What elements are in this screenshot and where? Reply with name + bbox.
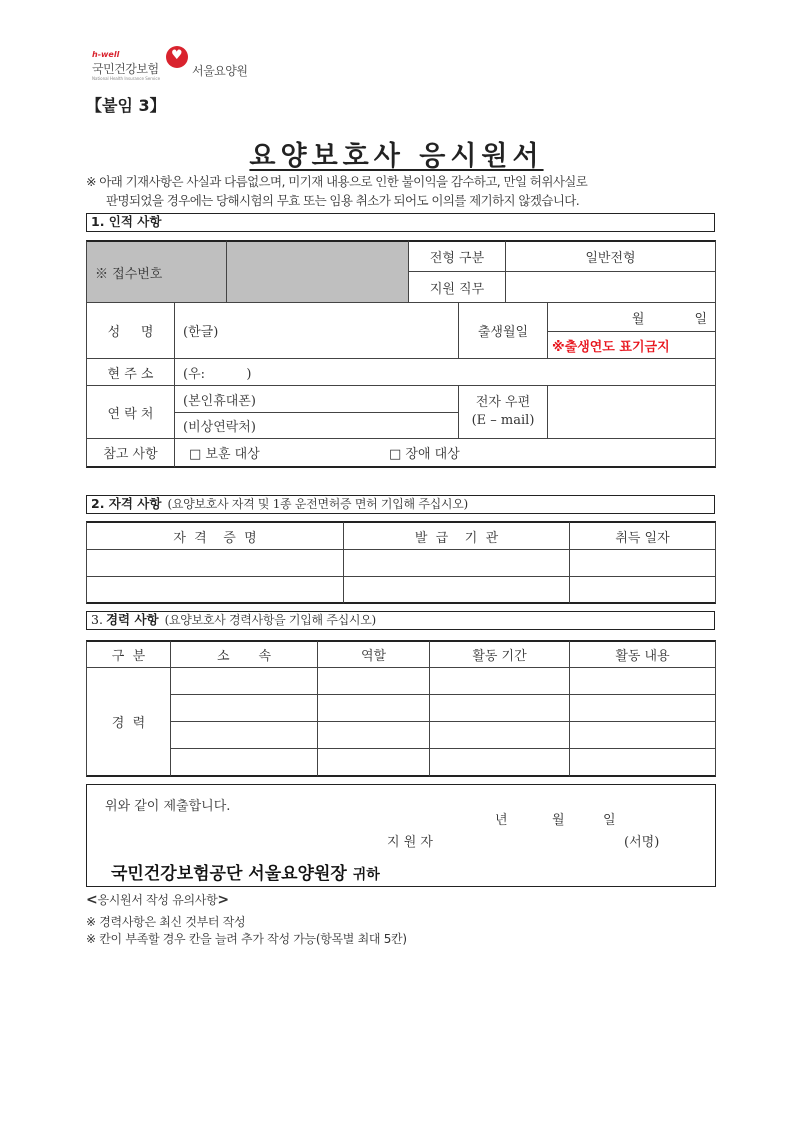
applicant-label: 지 원 자 <box>387 835 433 850</box>
signature-field[interactable]: (서명) <box>624 835 660 850</box>
contact-label: 연 락 처 <box>86 385 175 439</box>
email-label-korean: 전자 우편 <box>475 395 531 410</box>
birth-month-label: 월 <box>631 311 645 327</box>
job-field[interactable] <box>505 271 716 303</box>
section-3-heading: 3. 경력 사항 (요양보호사 경력사항을 기입해 주십시오) <box>86 611 715 630</box>
col-acquired-date: 취득 일자 <box>569 521 716 550</box>
birth-year-warning: ※출생연도 표기금지 <box>547 331 716 359</box>
cert-name-cell[interactable] <box>86 549 344 577</box>
activity-cell[interactable] <box>569 721 716 749</box>
email-label <box>458 385 548 439</box>
activity-cell[interactable] <box>569 748 716 777</box>
veteran-checkbox[interactable]: □ 보훈 대상 <box>189 447 260 462</box>
period-cell[interactable] <box>429 748 570 777</box>
birth-day-label: 일 <box>694 311 707 327</box>
receipt-number-field <box>226 240 409 303</box>
col-category: 구 분 <box>86 640 171 668</box>
exam-type-label: 전형 구분 <box>408 240 506 272</box>
nhis-logo <box>86 44 266 86</box>
receipt-number-label: ※ 접수번호 <box>86 240 227 303</box>
col-issuer: 발 급 기 관 <box>343 521 570 550</box>
addressee: 국민건강보험공단 서울요양원장 귀하 <box>111 864 380 884</box>
email-field[interactable] <box>547 385 716 439</box>
address-label: 현 주 소 <box>86 358 175 386</box>
col-activity: 활동 내용 <box>569 640 716 668</box>
notes-title: <응시원서 작성 유의사항> <box>86 892 229 908</box>
acquired-date-cell[interactable] <box>569 549 716 577</box>
email-label-english: (E – mail) <box>471 413 535 428</box>
logo-branch: 서울요양원 <box>192 64 248 78</box>
date-year-label: 년 <box>495 813 508 828</box>
logo-org-subtitle: National Health Insurance Service <box>92 76 161 81</box>
career-group-label: 경 력 <box>86 667 171 777</box>
attachment-label: 【붙임 3】 <box>86 96 166 115</box>
birth-field[interactable] <box>547 302 716 332</box>
job-label: 지원 직무 <box>408 271 506 303</box>
section-2-heading: 2. 자격 사항 (요양보호사 자격 및 1종 운전면허증 면허 기입해 주십시오) <box>86 495 715 514</box>
reference-label: 참고 사항 <box>86 438 175 468</box>
activity-cell[interactable] <box>569 667 716 695</box>
affiliation-cell[interactable] <box>170 748 318 777</box>
date-month-label: 월 <box>552 813 565 828</box>
exam-type-value[interactable]: 일반전형 <box>505 240 716 272</box>
col-role: 역할 <box>317 640 430 668</box>
notice-line-2: 판명되었을 경우에는 당해시험의 무효 또는 임용 취소가 되어도 이의를 제기하지 않겠습니다. <box>106 193 580 208</box>
name-label: 성 명 <box>86 302 175 359</box>
role-cell[interactable] <box>317 748 430 777</box>
disability-checkbox[interactable]: □ 장애 대상 <box>389 447 460 462</box>
affiliation-cell[interactable] <box>170 694 318 722</box>
submission-statement: 위와 같이 제출합니다. <box>105 799 231 814</box>
role-cell[interactable] <box>317 694 430 722</box>
period-cell[interactable] <box>429 694 570 722</box>
activity-cell[interactable] <box>569 694 716 722</box>
role-cell[interactable] <box>317 721 430 749</box>
page-title: 요양보호사 응시원서 <box>249 141 544 172</box>
col-affiliation: 소 속 <box>170 640 318 668</box>
role-cell[interactable] <box>317 667 430 695</box>
period-cell[interactable] <box>429 667 570 695</box>
cert-name-cell[interactable] <box>86 576 344 604</box>
note-item: ※ 경력사항은 최신 것부터 작성 <box>86 915 246 929</box>
signature-box <box>86 784 716 887</box>
logo-org-name: 국민건강보험 <box>92 62 159 76</box>
logo-tagline: h-well <box>92 50 120 59</box>
notice-line-1: ※ 아래 기재사항은 사실과 다름없으며, 미기재 내용으로 인한 불이익을 감수하고, 만일 허위사실로 <box>86 174 588 189</box>
name-field[interactable]: (한글) <box>174 302 459 359</box>
heart-icon <box>166 46 188 68</box>
col-cert-name: 자 격 증 명 <box>86 521 344 550</box>
emergency-contact-field[interactable]: (비상연락처) <box>174 412 459 439</box>
reference-options <box>174 438 716 468</box>
section-1-heading: 1. 인적 사항 <box>86 213 715 232</box>
mobile-field[interactable]: (본인휴대폰) <box>174 385 459 413</box>
affiliation-cell[interactable] <box>170 667 318 695</box>
address-field[interactable]: (우: ) <box>174 358 716 386</box>
issuer-cell[interactable] <box>343 576 570 604</box>
birth-label: 출생월일 <box>458 302 548 359</box>
period-cell[interactable] <box>429 721 570 749</box>
note-item: ※ 칸이 부족할 경우 칸을 늘려 추가 작성 가능(항목별 최대 5칸) <box>86 932 407 946</box>
acquired-date-cell[interactable] <box>569 576 716 604</box>
issuer-cell[interactable] <box>343 549 570 577</box>
col-period: 활동 기간 <box>429 640 570 668</box>
date-day-label: 일 <box>603 813 616 828</box>
affiliation-cell[interactable] <box>170 721 318 749</box>
